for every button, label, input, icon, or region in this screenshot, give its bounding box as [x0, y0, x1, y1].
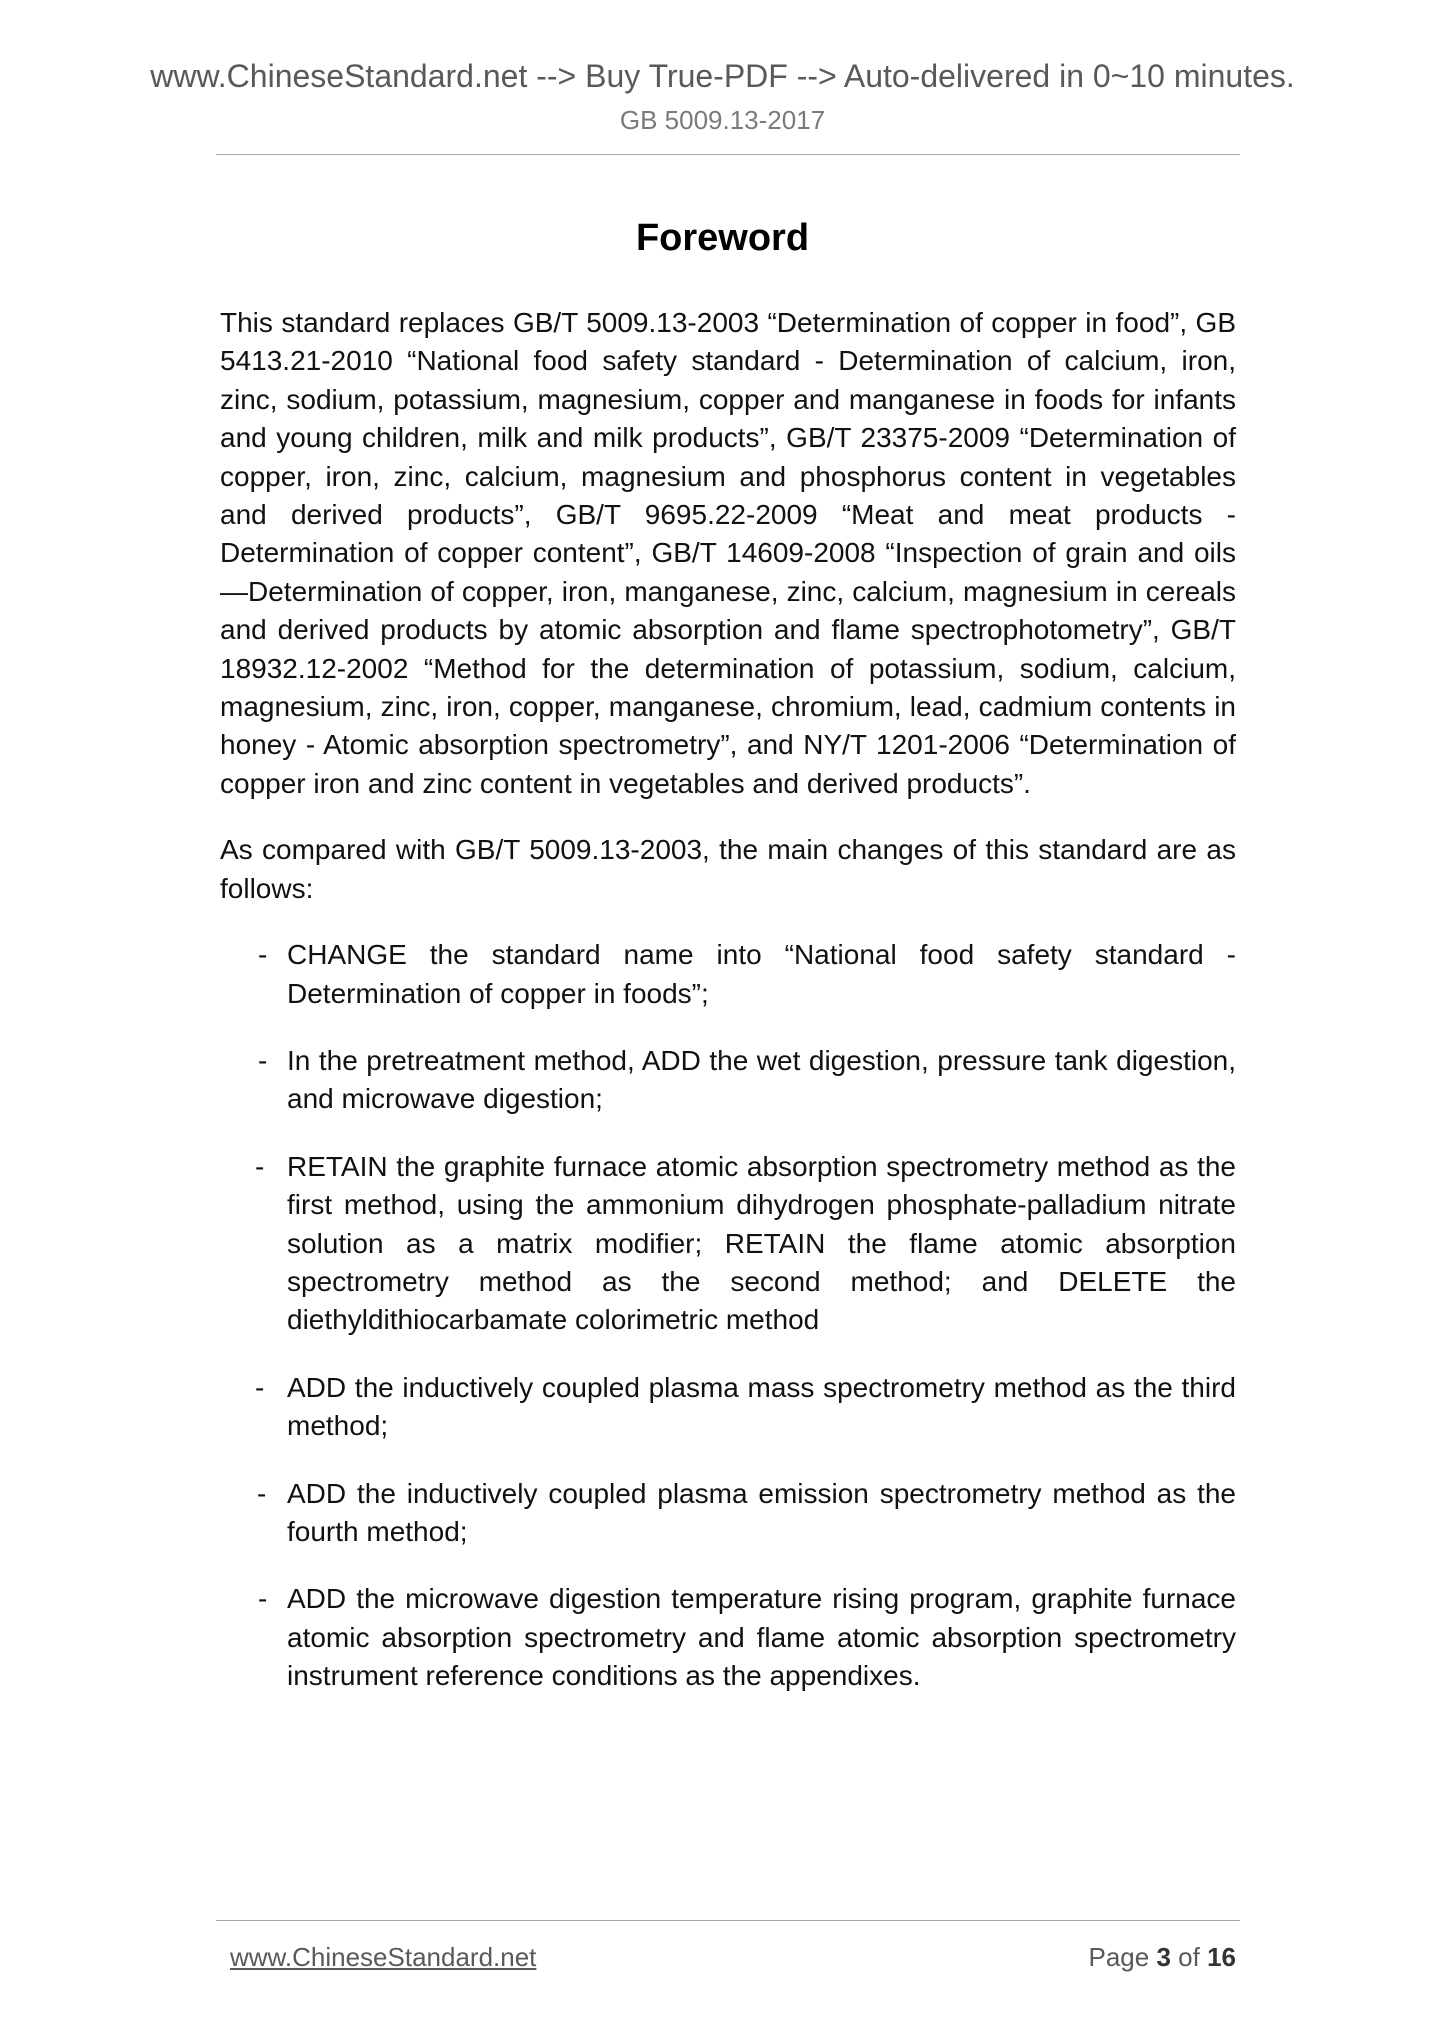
- changes-intro-paragraph: As compared with GB/T 5009.13-2003, the main changes of this standard are as follows:: [220, 834, 1236, 904]
- change-item: [220, 936, 1236, 1013]
- footer-divider: [216, 1920, 1240, 1921]
- change-text: ADD the microwave digestion temperature rising program, graphite furnace atomic absorption spectrometry and flame atomic absorption spectrometry instrument reference conditions as the appendixes.: [287, 1583, 1236, 1692]
- page-number: [1088, 1940, 1236, 1974]
- document-body: [220, 304, 1236, 1725]
- bullet-dash: -: [257, 1477, 267, 1509]
- bullet-dash: -: [255, 1150, 265, 1182]
- header-banner: www.ChineseStandard.net --> Buy True-PDF --> Auto-delivered in 0~10 minutes.: [150, 58, 1295, 94]
- bullet-dash: -: [258, 1044, 268, 1076]
- bullet-dash: -: [258, 1583, 268, 1615]
- page-current: 3: [1156, 1942, 1171, 1972]
- page-of: of: [1178, 1942, 1200, 1972]
- change-item: [220, 1042, 1236, 1119]
- intro-paragraph: This standard replaces GB/T 5009.13-2003 “Determination of copper in food”, GB 5413.21-2010 “National food safety standard - Determination of calcium, iron, zinc, sodium, potassium, magnesium, copper and manganese in foods for infants and young children, milk and milk products”, GB/T 23375-2009 “Determination of copper, iron, zinc, calcium, magnesium and phosphorus content in vegetables and derived products”, GB/T 9695.22-2009 “Meat and meat products - Determination of copper content”, GB/T 14609-2008 “Inspection of grain and oils—Determination of copper, iron, manganese, zinc, calcium, magnesium in cereals and derived products by atomic absorption and flame spectrophotometry”, GB/T 18932.12-2002 “Method for the determination of potassium, sodium, calcium, magnesium, zinc, iron, copper, manganese, chromium, lead, cadmium contents in honey - Atomic absorption spectrometry”, and NY/T 1201-2006 “Determination of copper iron and zinc content in vegetables and derived products”.: [220, 307, 1236, 799]
- standard-code: GB 5009.13-2017: [619, 105, 826, 135]
- bullet-dash: -: [258, 939, 268, 971]
- bullet-dash: -: [255, 1371, 265, 1403]
- change-text: ADD the inductively coupled plasma emission spectrometry method as the fourth method;: [287, 1477, 1236, 1547]
- change-text: ADD the inductively coupled plasma mass spectrometry method as the third method;: [287, 1371, 1236, 1442]
- changes-list: [220, 936, 1236, 1696]
- page-label: Page: [1088, 1942, 1150, 1972]
- change-item: [220, 1475, 1236, 1552]
- change-item: [220, 1369, 1236, 1446]
- change-text: CHANGE the standard name into “National food safety standard - Determination of copper in foods”;: [287, 939, 1236, 1009]
- header-divider: [216, 154, 1240, 155]
- change-text: RETAIN the graphite furnace atomic absorption spectrometry method as the first method, using the ammonium dihydrogen phosphate-palladium nitrate solution as a matrix modifier; RETAIN the flame atomic absorption spectrometry method as the second method; and DELETE the diethyldithiocarbamate colorimetric method: [287, 1150, 1236, 1336]
- page-total: 16: [1207, 1942, 1236, 1972]
- change-item: [220, 1148, 1236, 1340]
- change-text: In the pretreatment method, ADD the wet digestion, pressure tank digestion, and microwave digestion;: [287, 1044, 1236, 1115]
- footer-site-link[interactable]: www.ChineseStandard.net: [230, 1942, 537, 1972]
- page-title: Foreword: [635, 217, 810, 259]
- change-item: [220, 1580, 1236, 1695]
